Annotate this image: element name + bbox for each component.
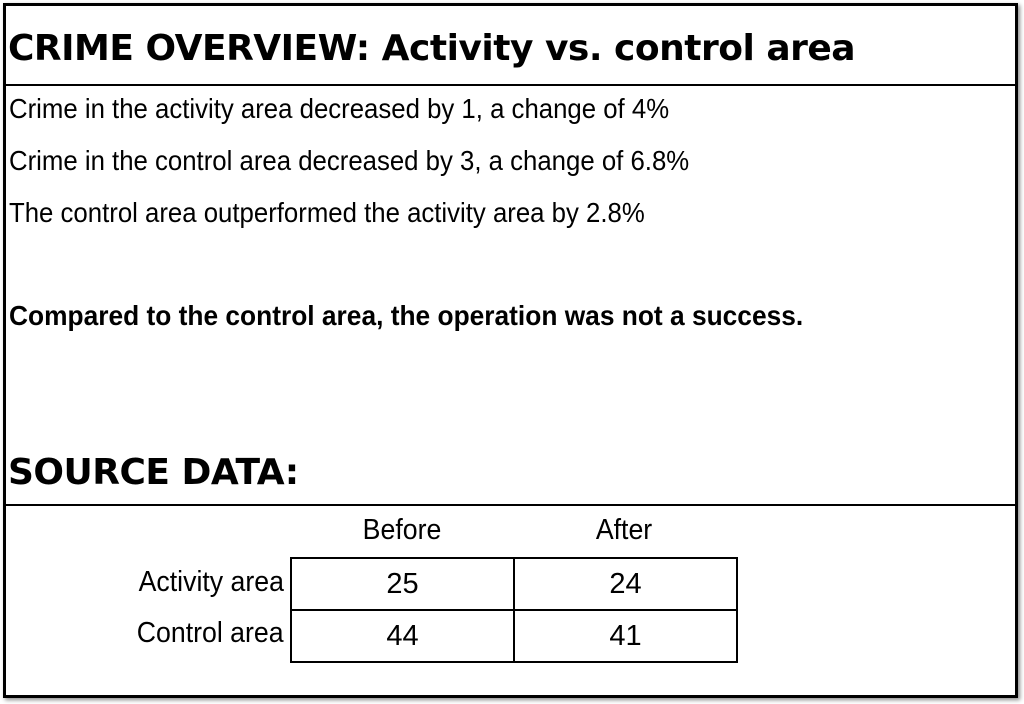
overview-heading: CRIME OVERVIEW: Activity vs. control area [8,28,856,69]
row-label-control-area: Control area [137,617,284,649]
table-row [291,558,737,610]
table-row [291,610,737,662]
column-header-after: After [595,514,653,546]
activity-area-summary: Crime in the activity area decreased by 1, a change of 4% [9,93,670,124]
table-cell-control-before: 44 [291,610,514,662]
source-divider [3,504,1018,506]
table-cell-control-after: 41 [514,610,737,662]
row-label-activity-area: Activity area [138,566,284,598]
source-data-table [290,557,738,663]
source-data-heading: SOURCE DATA: [8,452,299,493]
control-area-summary: Crime in the control area decreased by 3, a change of 6.8% [9,145,690,176]
table-cell-activity-after: 24 [514,558,737,610]
conclusion-text: Compared to the control area, the operation was not a success. [9,300,804,331]
comparison-summary: The control area outperformed the activity area by 2.8% [9,197,645,228]
heading-divider [3,84,1018,86]
table-cell-activity-before: 25 [291,558,514,610]
column-header-before: Before [362,514,442,546]
